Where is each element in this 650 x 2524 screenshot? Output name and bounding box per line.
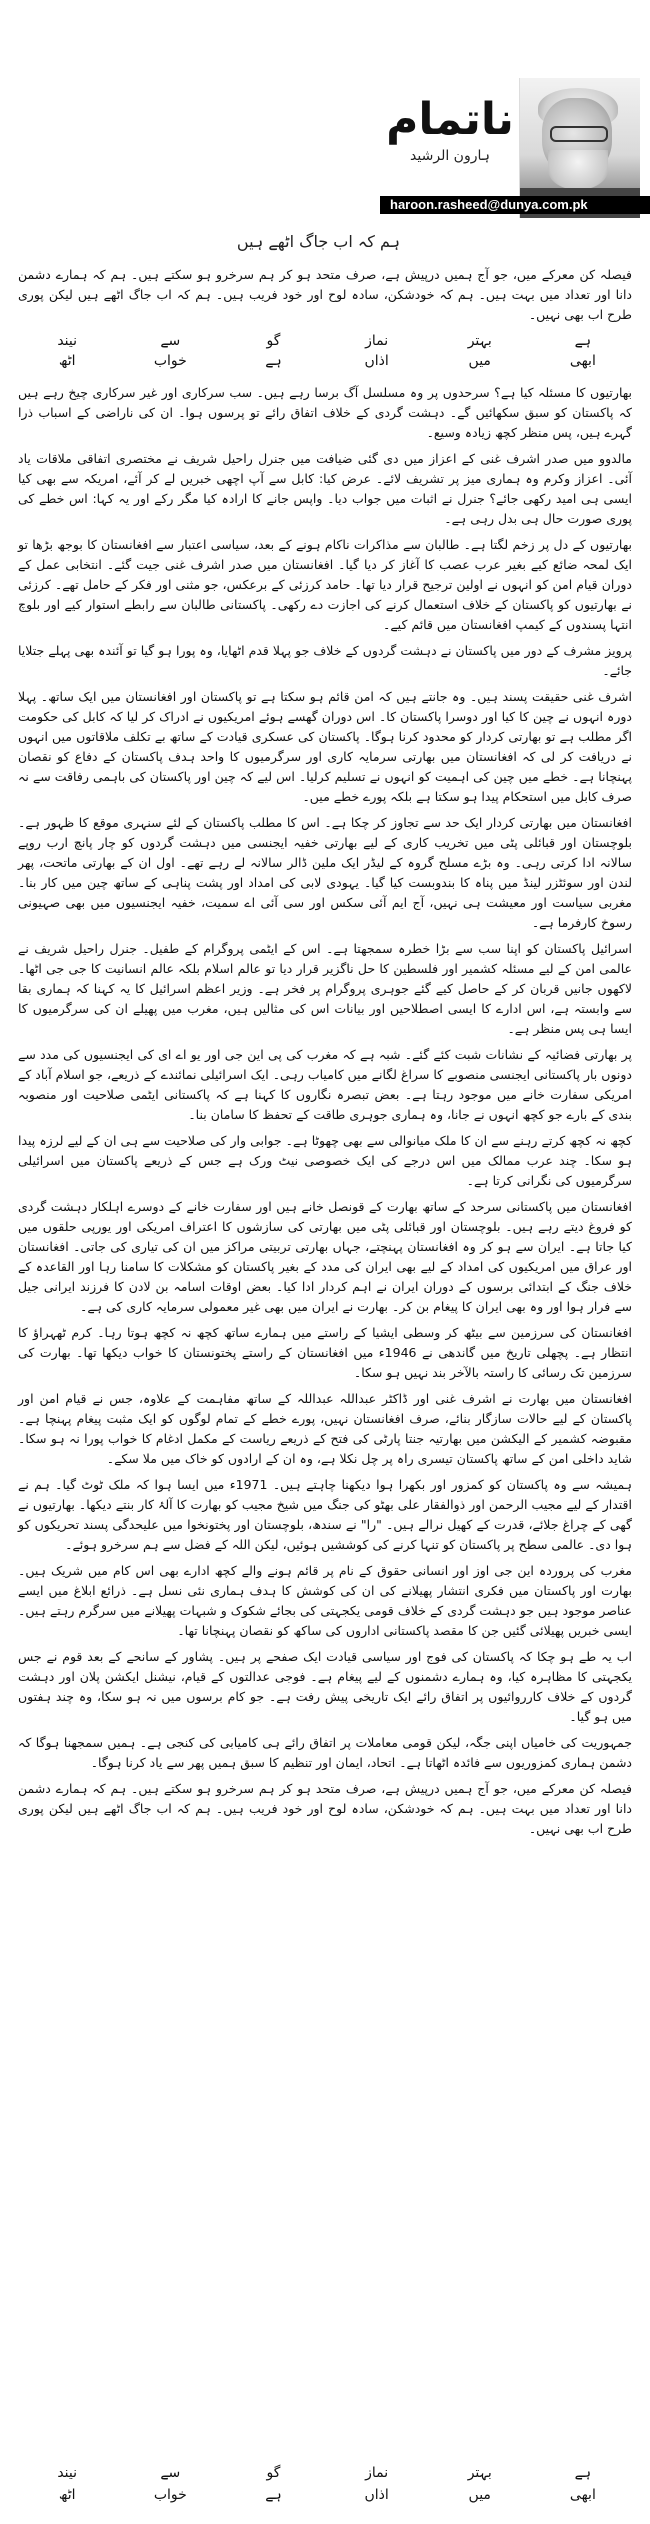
verse-word: سے <box>160 333 181 349</box>
author-email[interactable]: haroon.rasheed@dunya.com.pk <box>380 196 650 214</box>
verse-word: ابھی <box>569 353 596 369</box>
verse-word: گو <box>266 2465 281 2481</box>
paragraph: جمہوریت کی خامیاں اپنی جگہ، لیکن قومی معاملات پر اتفاق رائے ہی کامیابی کی کنجی ہے۔ ہمیں سمجھنا ہوگا کہ دشمن ہماری کمزوریوں سے فائدہ اٹھاتا ہے۔ اتحاد، ایمان اور تنظیم کا سبق ہمیں پھر سے یاد کرنا ہوگا۔ <box>18 1735 632 1770</box>
verse-word: بہتر <box>467 2465 492 2481</box>
verse-word: ہے <box>265 353 282 369</box>
column-logo <box>380 94 520 164</box>
verse-word: اٹھ <box>58 2487 76 2503</box>
closing-verse-block <box>18 2462 632 2506</box>
author-photo-beard <box>548 150 608 190</box>
verse-word: ہے <box>574 333 592 349</box>
paragraph: فیصلہ کن معرکے میں، جو آج ہمیں درپیش ہے، صرف متحد ہو کر ہم سرخرو ہو سکتے ہیں۔ ہم کہ ہمارے دشمن دانا اور تعداد میں بہت ہیں۔ ہم کہ خودشکن، سادہ لوح اور خود فریب ہیں۔ ہم کہ اب جاگ اٹھے ہیں لیکن پوری طرح اب بھی نہیں۔ <box>18 1781 632 1836</box>
paragraph: اب یہ طے ہو چکا کہ پاکستان کی فوج اور سیاسی قیادت ایک صفحے پر ہیں۔ پشاور کے سانحے کے بعد قوم نے جس یکجہتی کا مظاہرہ کیا، وہ ہمارے دشمنوں کے لیے پیغام ہے۔ فوجی عدالتوں کے قیام، نیشنل ایکشن پلان اور دہشت گردوں کے خلاف کارروائیوں پر اتفاق رائے ایک تاریخی پیش رفت ہے۔ جو کام برسوں میں نہ ہو سکا، وہ چند ہفتوں میں ہو گیا۔ <box>18 1649 632 1724</box>
paragraph: بھارتیوں کے دل پر زخم لگتا ہے۔ طالبان سے مذاکرات ناکام ہونے کے بعد، سیاسی اعتبار سے افغانستان کا بوجھ بڑھا تو ایک لمحہ ضائع کیے بغیر عرب عصب کا آغاز کر دیا گیا۔ افغانستان میں صدر اشرف غنی جیت گئے۔ انتخابی عمل کے دوران قیام امن کو انہوں نے اولین ترجیح قرار دیا تھا۔ حامد کرزئی کے برعکس، جو مثنی اور فکر کے حامل تھے۔ کرزئی نے بھارتیوں کو پاکستان کے خلاف استعمال کرنے کی اجازت دے رکھی۔ پاکستانی طالبان سے رابطے استوار کیے اور بلوچ انتہا پسندوں کے کیمپ افغانستان میں قائم کیے۔ <box>18 537 632 632</box>
author-name: ہارون الرشید <box>410 148 490 164</box>
column-title: ناتمام <box>386 94 514 145</box>
verse-row-2 <box>18 351 632 371</box>
paragraph: مغرب کی پروردہ این جی اوز اور انسانی حقوق کے نام پر قائم ہونے والے کچھ ادارے بھی اس کام میں شریک ہیں۔ بھارت اور پاکستان میں فکری انتشار پھیلانے کی ان کی کوشش کا ہدف ہماری نئی نسل ہے۔ ذرائع ابلاغ میں ایسے عناصر موجود ہیں جو دہشت گردی کے خلاف قومی یکجہتی کی بجائے شکوک و شبہات پھیلانے میں سرگرم رہتے ہیں۔ ایسی خبریں پھیلائی گئیں جن کا مقصد پاکستانی اداروں کی ساکھ کو نقصان پہنچانا تھا۔ <box>18 1563 632 1638</box>
verse-word: اذاں <box>364 353 389 369</box>
verse-row-1 <box>18 331 632 351</box>
verse-word: خواب <box>153 2487 187 2503</box>
paragraph: افغانستان میں بھارت نے اشرف غنی اور ڈاکٹر عبداللہ عبداللہ کے ساتھ مفاہمت کے علاوہ، جس نے قیام امن اور پاکستان کے لیے حالات سازگار بنائے، صرف افغانستان نہیں، پورے خطے کے تمام لوگوں کو ایک مثبت پیغام پہنچا ہے۔ مقبوضہ کشمیر کے الیکشن میں بھارتیہ جنتا پارٹی کی فتح کے ذریعے ریاست کے مکمل ادغام کا خواب پورا نہ ہو سکا۔ شاید داخلی امن کے ساتھ پاکستان تیسری راہ پر چل نکلا ہے، وہ ان کے ارادوں کو خاک میں ملا سکے۔ <box>18 1391 632 1466</box>
paragraph: افغانستان میں پاکستانی سرحد کے ساتھ بھارت کے قونصل خانے ہیں اور سفارت خانے کے دوسرے اہلکار دہشت گردی کو فروغ دیتے رہے ہیں۔ بلوچستان اور قبائلی پٹی میں بھارتی کی سازشوں کا اعتراف امریکی اور یورپی حلقوں میں کیا جاتا ہے۔ ایران سے ہو کر وہ افغانستان پہنچتے، جہاں بھارتی تربیتی مراکز میں ان کی تیاری کی جاتی۔ افغانستان اور عراق میں امریکیوں کی امداد کے لیے بھی ایران کی مدد کے بغیر پاکستان کو مشکلات کا سامنا رہا اور القاعدہ کے خلاف جنگ کے ابتدائی برسوں کے دوران ایران نے اہم کردار ادا کیا۔ بعض اوقات اسامہ بن لادن کا فرزند ایرانی جیل سے فرار ہوا اور وہ بھی ایران کا پیغام بن کر۔ بھارت نے ایران میں بھی غیر معمولی سرمایہ کاری کی ہے۔ <box>18 1199 632 1314</box>
verse-word: گو <box>266 333 281 349</box>
paragraph: افغانستان کی سرزمین سے بیٹھ کر وسطی ایشیا کے راستے میں ہمارے ساتھ کچھ نہ کچھ ہوتا رہا۔ کرم ٹھہراؤ کا انتظار ہے۔ پچھلی تاریخ میں گاندھی نے 1946ء میں افغانستان کے راستے پختونستان کا خواب دیکھا تھا۔ بھارت کی سرزمین تک رسائی کا راستہ بالآخر بند نہیں ہو سکا۔ <box>18 1325 632 1380</box>
verse-word: میں <box>468 353 491 369</box>
paragraph: اشرف غنی حقیقت پسند ہیں۔ وہ جانتے ہیں کہ امن قائم ہو سکتا ہے تو پاکستان اور افغانستان میں ایک ساتھ۔ پہلا دورہ انہوں نے چین کا کیا اور دوسرا پاکستان کا۔ اس دوران گھسے ہوئے امریکیوں نے ادراک کر لیا کہ کابل کی حکومت اگر مطلب ہے تو بھارتی کردار کو محدود کرنا ہوگا۔ پاکستان کی عسکری قیادت کے ساتھ بے تکلف ملاقاتوں میں انہوں نے دریافت کر لی کہ افغانستان میں بھارتی سرمایہ کاری اور سرگرمیوں کا واحد ہدف پاکستان کے دفاع کو نقصان پہنچانا ہے۔ خطے میں چین کی اہمیت کو انہوں نے تسلیم کرلیا۔ اس لیے کہ چین اور پاکستان کی باہمی رفاقت سے نہ صرف کابل میں استحکام پیدا ہو سکتا ہے بلکہ پورے خطے میں۔ <box>18 689 632 804</box>
verse-word: نیند <box>57 333 78 349</box>
verse-word: بہتر <box>467 333 492 349</box>
verse-word: خواب <box>153 353 187 369</box>
paragraph: بھارتیوں کا مسئلہ کیا ہے؟ سرحدوں پر وہ مسلسل آگ برسا رہے ہیں۔ سب سرکاری اور غیر سرکاری چیخ رہے ہیں کہ پاکستان کو سبق سکھائیں گے۔ دہشت گردی کے خلاف اتفاق رائے تو پرسوں ہوا۔ ان کی ناراضی کے اسباب ذرا گہرے ہیں، پس منظر کچھ زیادہ وسیع۔ <box>18 385 632 440</box>
paragraph: کچھ نہ کچھ کرتے رہنے سے ان کا ملک میانوالی سے بھی چھوٹا ہے۔ جوابی وار کی صلاحیت سے ہی ان کے لیے لرزہ پیدا ہو سکا۔ چند عرب ممالک میں اس درجے کی ایک خصوصی نیٹ ورک ہے جس کے ذریعے پاکستان میں اسرائیلی سرگرمیوں کی نگرانی کرتا ہے۔ <box>18 1133 632 1188</box>
verse-word: نماز <box>365 2465 389 2481</box>
paragraph: پرویز مشرف کے دور میں پاکستان نے دہشت گردوں کے خلاف جو پہلا قدم اٹھایا، وہ پورا ہو گیا تو آئندہ بھی پہلے جتلایا جائے۔ <box>18 643 632 678</box>
paragraph: اسرائیل پاکستان کو اپنا سب سے بڑا خطرہ سمجھتا ہے۔ اس کے ایٹمی پروگرام کے طفیل۔ جنرل راحیل شریف نے عالمی امن کے لیے مسئلہ کشمیر اور فلسطین کا حل ناگزیر قرار دیا تو عالم اسلام بلکہ عالم انسانیت کا جی جی اٹھا۔ لاکھوں جانیں قربان کر کے حاصل کیے گئے جوہری پروگرام پر فخر ہے۔ وزیر اعظم اسرائیل کا یہ کہنا کہ ہماری بقا سے وابستہ ہے، اس ادارے کا ایسی اصطلاحیں اور بیانات اس کی مثالیں ہیں، مغرب میں پھیلے ان کی سرگرمیوں کا ایسا ہی پس منظر ہے۔ <box>18 941 632 1036</box>
verse-word: نیند <box>57 2465 78 2481</box>
verse-word: میں <box>468 2487 491 2503</box>
paragraph: مالدوو میں صدر اشرف غنی کے اعزاز میں دی گئی ضیافت میں جنرل راحیل شریف نے مختصری اتفاقی ملاقات یاد آئی۔ اعزاز وکرم وہ ہماری میز پر تشریف لائے۔ عرض کیا: کابل سے آپ اچھی خبریں لے کر آئے، امریکہ سے بھی کیا ایسی ہی امید رکھی جائے؟ جنرل نے اثبات میں جواب دیا۔ واپس جانے کا ارادہ کیا مگر رکے اور یہ کہا: اس خطے کی پوری صورت حال ہی بدل رہی ہے۔ <box>18 451 632 526</box>
verse-word: اذاں <box>364 2487 389 2503</box>
paragraph: افغانستان میں بھارتی کردار ایک حد سے تجاوز کر چکا ہے۔ اس کا مطلب پاکستان کے لئے سنہری موقع کا ظہور ہے۔ بلوچستان اور قبائلی پٹی میں تخریب کاری کے لیے بھارتی خفیہ ایجنسی میں دہشت گردوں کو چار پانچ ارب روپے سالانہ ادا کرتی رہی۔ وہ بڑے مسلح گروہ کے لیڈر ایک ملین ڈالر سالانہ لے رہے تھے۔ اول ان کے بھارتی ماتحت، پھر لندن اور سوئٹزر لینڈ میں پناہ کا بندوبست کیا گیا۔ یہودی لابی کی امداد اور پشت پناہی کے ساتھ چین میں کار بنا۔ مغربی سیاست اور معیشت ہی نہیں، آج ایم آئی سکس اور سی آئی اے سمیت، خفیہ ایجنسیوں میں بھی صہیونی رسوخ کارفرما ہے۔ <box>18 815 632 930</box>
paragraph: ہمیشہ سے وہ پاکستان کو کمزور اور بکھرا ہوا دیکھنا چاہتے ہیں۔ 1971ء میں ایسا ہوا کہ ملک ٹوٹ گیا۔ ہم نے اقتدار کے لیے مجیب الرحمن اور ذوالفقار علی بھٹو کی جنگ میں شیخ مجیب کو بھارت کا آلۂ کار بنتے دیکھا۔ بھارتیوں نے گھی کے چراغ جلائے، قدرت کے کھیل نرالے ہیں۔ "را" نے سندھ، بلوچستان اور پختونخوا میں علیحدگی پسند تحریکوں کو ہوا دی۔ عالمی سطح پر پاکستان کو تنہا کرنے کی کوششیں ہوئیں، لیکن اللہ کے فضل سے ہم سرخرو ہوئے۔ <box>18 1477 633 1552</box>
verse-word: نماز <box>365 333 389 349</box>
article-body <box>18 265 632 1845</box>
column-header <box>380 78 650 218</box>
closing-verse-row-1 <box>18 2462 632 2484</box>
verse-block <box>18 331 632 373</box>
verse-word: سے <box>160 2465 181 2481</box>
author-photo-glasses <box>550 126 608 142</box>
paragraph: فیصلہ کن معرکے میں، جو آج ہمیں درپیش ہے، صرف متحد ہو کر ہم سرخرو ہو سکتے ہیں۔ ہم کہ ہمارے دشمن دانا اور تعداد میں بہت ہیں۔ ہم کہ خودشکن، سادہ لوح اور خود فریب ہیں۔ ہم کہ اب جاگ اٹھے ہیں لیکن پوری طرح اب بھی نہیں۔ <box>18 267 632 322</box>
verse-word: ہے <box>265 2487 282 2503</box>
verse-word: ہے <box>574 2465 592 2481</box>
verse-word: ابھی <box>569 2487 596 2503</box>
closing-verse-row-2 <box>18 2484 632 2506</box>
article-headline: ہم کہ اب جاگ اٹھے ہیں <box>236 232 400 251</box>
verse-word: اٹھ <box>58 353 76 369</box>
paragraph: پر بھارتی فضائیہ کے نشانات شبت کئے گئے۔ شبہ ہے کہ مغرب کی پی این جی اور یو اے ای کی ایجنسیوں کی مدد سے دونوں بار پاکستانی ایجنسی منصوبے کا سراغ لگانے میں کامیاب رہی۔ ایک اسرائیلی نمائندے کے ذریعے، جو اسلام آباد کے امریکی سفارت خانے میں موجود رہتا ہے۔ بعض تبصرہ نگاروں کا کہنا ہے کہ پاکستانی ایٹمی صلاحیت اور منصوبہ بندی کے بارے جو کچھ انہوں نے جانا، وہ ہماری جوہری طاقت کے تحفظ کا سامان بنا۔ <box>18 1047 632 1122</box>
